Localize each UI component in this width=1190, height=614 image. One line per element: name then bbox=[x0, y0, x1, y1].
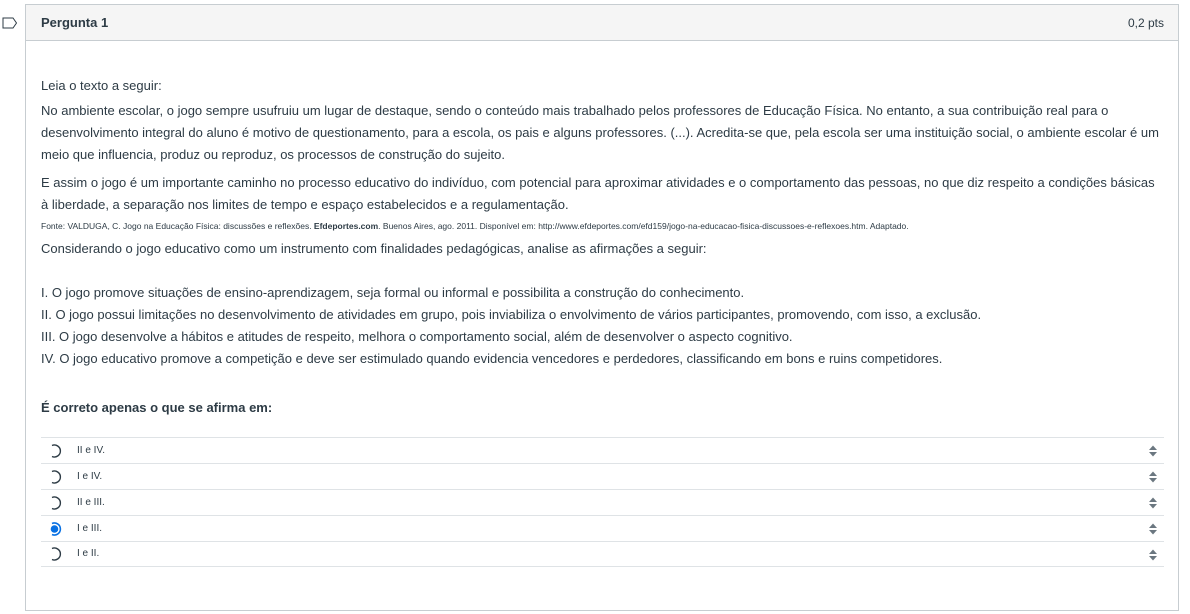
answer-label: I e IV. bbox=[77, 470, 103, 482]
up-down-arrows-icon bbox=[1148, 548, 1158, 562]
flag-question-icon[interactable] bbox=[2, 17, 18, 29]
question-body bbox=[26, 41, 1178, 567]
radio-unselected-icon[interactable] bbox=[47, 495, 63, 511]
answer-option[interactable] bbox=[41, 515, 1164, 541]
question-paragraph-2: E assim o jogo é um importante caminho no processo educativo do indivíduo, com potencial para aproximar atividades e o comportamento das pessoas, no que diz respeito a condições básicas à liberdade, a separação nos limites de tempo e espaço estabelecidos e a regulamentação. bbox=[41, 175, 1155, 212]
up-down-arrows-icon bbox=[1148, 522, 1158, 536]
answer-label: I e II. bbox=[77, 548, 100, 559]
consider-text: Considerando o jogo educativo como um instrumento com finalidades pedagógicas, analise as afirmações a seguir: bbox=[41, 241, 707, 256]
question-prompt: É correto apenas o que se afirma em: bbox=[41, 400, 273, 415]
question-points: 0,2 pts bbox=[1127, 15, 1164, 30]
source-citation bbox=[41, 220, 1164, 232]
up-down-arrows-icon bbox=[1148, 496, 1158, 510]
radio-unselected-icon[interactable] bbox=[47, 469, 63, 485]
answer-label: II e III. bbox=[77, 496, 105, 508]
statement-item: IV. O jogo educativo promove a competição e deve ser estimulado quando evidencia vencedores e perdedores, classificando em bons e ruins competidores. bbox=[41, 351, 943, 366]
source-prefix: Fonte: VALDUGA, C. Jogo na Educação Física: discussões e reflexões. bbox=[41, 221, 314, 231]
question-title: Pergunta 1 bbox=[41, 15, 109, 30]
radio-selected-icon[interactable] bbox=[47, 521, 63, 537]
question-paragraph-1: No ambiente escolar, o jogo sempre usufruiu um lugar de destaque, sendo o conteúdo mais trabalhado pelos professores de Educação Física. No entanto, a sua contribuição real para o desenvolvimento integral do aluno é motivo de questionamento, para a escola, os pais e alguns professores. (...). Acredita-se que, pela escola ser uma instituição social, o ambiente escolar é um meio que influencia, produz ou reproduz, os processos de construção do sujeito. bbox=[41, 103, 1159, 162]
source-bold: Efdeportes.com bbox=[313, 221, 379, 231]
source-suffix: . Buenos Aires, ago. 2011. Disponível em: http://www.efdeportes.com/efd159/jogo-na-educacao-fisica-discussoes-e-reflexoes.htm. Adaptado. bbox=[378, 221, 909, 231]
question-header bbox=[26, 5, 1178, 41]
answer-option[interactable] bbox=[41, 463, 1164, 489]
up-down-arrows-icon bbox=[1148, 444, 1158, 458]
answer-list bbox=[41, 437, 1164, 567]
statement-item: III. O jogo desenvolve a hábitos e atitudes de respeito, melhora o comportamento social, além de desenvolver o aspecto cognitivo. bbox=[41, 329, 793, 344]
up-down-arrows-icon bbox=[1148, 470, 1158, 484]
answer-option[interactable] bbox=[41, 437, 1164, 463]
answer-label: II e IV. bbox=[77, 444, 105, 456]
radio-unselected-icon[interactable] bbox=[47, 443, 63, 459]
radio-unselected-icon[interactable] bbox=[47, 546, 63, 562]
question-intro: Leia o texto a seguir: bbox=[41, 78, 162, 93]
question-card bbox=[25, 4, 1179, 611]
answer-option[interactable] bbox=[41, 541, 1164, 567]
answer-label: I e III. bbox=[77, 522, 103, 534]
statement-item: I. O jogo promove situações de ensino-aprendizagem, seja formal ou informal e possibilita a construção do conhecimento. bbox=[41, 285, 745, 300]
statement-item: II. O jogo possui limitações no desenvolvimento de atividades em grupo, pois inviabiliza o envolvimento de vários participantes, promovendo, com isso, a exclusão. bbox=[41, 307, 982, 322]
answer-option[interactable] bbox=[41, 489, 1164, 515]
statements-list bbox=[41, 282, 1164, 370]
